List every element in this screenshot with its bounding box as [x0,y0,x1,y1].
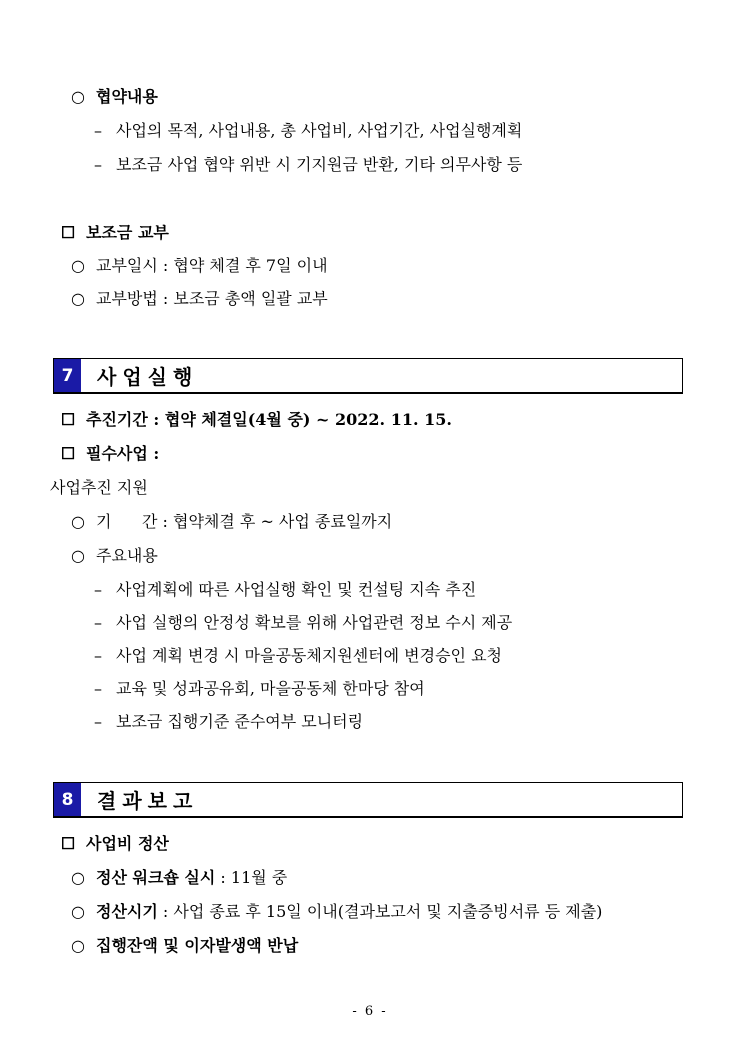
circle-bullet-icon: ○ [71,546,85,565]
subsidy-heading-text: 보조금 교부 [86,223,169,242]
agreement-heading-text: 협약내용 [96,87,158,106]
support-title: 사업추진 지원 [50,478,148,497]
list-item [70,867,287,889]
list-item-label: 정산 워크숍 실시 [96,868,216,887]
settlement-heading-text: 사업비 정산 [86,834,169,853]
list-item-label: 정산시기 [96,902,158,921]
list-item-text: 보조금 사업 협약 위반 시 기지원금 반환, 기타 의무사항 등 [116,155,523,174]
list-item [90,120,522,142]
section-header [53,782,683,818]
circle-bullet-icon: ○ [71,902,85,921]
dash-icon: – [94,613,102,632]
list-item-text: : 사업 종료 후 15일 이내(결과보고서 및 지출증빙서류 등 제출) [157,902,603,921]
list-item [70,255,328,277]
main-heading-text: 주요내용 [96,546,158,565]
dash-icon: – [94,712,102,731]
section-header [53,358,683,394]
circle-bullet-icon: ○ [71,289,85,308]
list-item-text: 사업계획에 따른 사업실행 확인 및 컨설팅 지속 추진 [116,580,477,599]
period-line [60,409,452,431]
list-item [90,711,363,733]
list-item-text: 사업의 목적, 사업내용, 총 사업비, 사업기간, 사업실행계획 [116,121,523,140]
list-item [90,612,512,634]
required-line [60,443,159,465]
required-text: 필수사업 : [86,444,160,463]
circle-bullet-icon: ○ [71,256,85,275]
list-item-text: 사업 실행의 안정성 확보를 위해 사업관련 정보 수시 제공 [116,613,513,632]
section-title: 사업실행 [97,365,199,389]
agreement-heading [70,86,158,108]
section-title: 결과보고 [97,789,199,813]
list-item-text: 교부방법 : 보조금 총액 일괄 교부 [96,289,328,308]
list-item [70,901,602,923]
list-item [90,678,425,700]
list-item-text: 집행잔액 및 이자발생액 반납 [96,936,299,955]
square-bullet-icon: ☐ [60,834,76,853]
dash-icon: – [94,679,102,698]
dash-icon: – [94,155,102,174]
list-item [70,935,298,957]
list-item-text: 교부일시 : 협약 체결 후 7일 이내 [96,256,328,275]
dash-icon: – [94,646,102,665]
circle-bullet-icon: ○ [71,512,85,531]
dash-icon: – [94,121,102,140]
list-item-text: 사업 계획 변경 시 마을공동체지원센터에 변경승인 요청 [116,646,503,665]
list-item [70,511,392,533]
circle-bullet-icon: ○ [71,936,85,955]
list-item-text: 기 간 : 협약체결 후 ~ 사업 종료일까지 [96,512,393,531]
square-bullet-icon: ☐ [60,444,76,463]
list-item [70,288,328,310]
list-item-text: 보조금 집행기준 준수여부 모니터링 [116,712,364,731]
list-item-text: 교육 및 성과공유회, 마을공동체 한마당 참여 [116,679,425,698]
subsidy-heading [60,222,169,244]
list-item [90,154,522,176]
circle-bullet-icon: ○ [71,868,85,887]
list-item [90,645,502,667]
list-item [90,579,476,601]
list-item-text: : 11월 중 [215,868,288,887]
page-number: - 6 - [352,1004,388,1019]
square-bullet-icon: ☐ [60,410,76,429]
main-heading [70,545,158,567]
square-bullet-icon: ☐ [60,223,76,242]
period-text: 추진기간 : 협약 체결일(4월 중) ~ 2022. 11. 15. [86,410,452,429]
section-number: 8 [54,783,81,816]
dash-icon: – [94,580,102,599]
circle-bullet-icon: ○ [71,87,85,106]
section-number: 7 [54,359,81,392]
settlement-heading [60,833,169,855]
